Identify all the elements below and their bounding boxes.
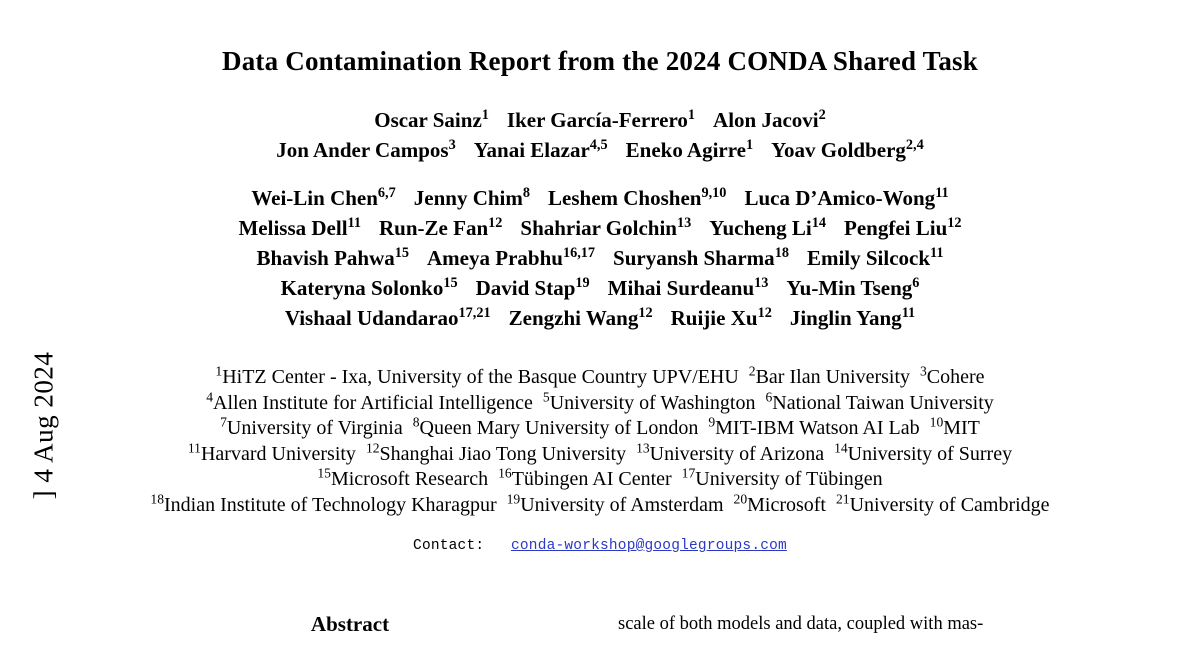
author-affiliation-marker: 11 xyxy=(901,305,916,321)
author-affiliation-marker: 6,7 xyxy=(377,185,396,201)
author-list xyxy=(0,105,1200,333)
affiliation-marker: 3 xyxy=(920,363,927,379)
affiliation-entry: $^5$University of Washington xyxy=(542,388,756,414)
affiliation-marker: 17 xyxy=(681,465,696,481)
affiliation-entry: $^3$Cohere xyxy=(920,363,985,388)
affiliation-marker: 10 xyxy=(929,414,944,430)
affiliation-entry: $^4$Allen Institute for Artificial Intelligence xyxy=(206,388,533,414)
affiliation-marker: 18 xyxy=(150,490,165,506)
author-affiliation-marker: 11 xyxy=(935,185,949,201)
author-affiliation-marker: 6 xyxy=(912,275,920,291)
author-name: Shahriar Golchin$^{13}$ xyxy=(520,215,692,240)
affiliation-marker: 7 xyxy=(220,414,227,430)
author-name: Suryansh Sharma$^{18}$ xyxy=(613,245,789,270)
contact-line xyxy=(0,538,1200,554)
author-affiliation-marker: 12 xyxy=(947,215,962,231)
affiliation-marker: 2 xyxy=(748,363,756,379)
affiliation-line xyxy=(0,490,1200,519)
author-name: Mihai Surdeanu$^{13}$ xyxy=(607,275,769,300)
affiliation-line xyxy=(0,467,1200,493)
author-line xyxy=(0,303,1200,333)
affiliation-marker: 5 xyxy=(542,388,550,404)
author-line xyxy=(0,135,1200,165)
author-name: Kateryna Solonko$^{15}$ xyxy=(280,275,458,300)
affiliation-marker: 16 xyxy=(498,465,512,481)
affiliation-entry: $^{20}$Microsoft xyxy=(733,490,826,516)
author-affiliation-marker: 13 xyxy=(754,275,769,291)
author-affiliation-marker: 16,17 xyxy=(562,245,596,261)
affiliation-entry: $^{14}$University of Surrey xyxy=(834,439,1013,465)
author-affiliation-marker: 15 xyxy=(394,245,410,261)
affiliation-entry: $^{10}$MIT xyxy=(929,414,980,439)
affiliation-entry: $^{13}$University of Arizona xyxy=(636,439,825,465)
affiliation-line xyxy=(0,365,1200,391)
affiliation-entry: $^{11}$Harvard University xyxy=(187,439,356,465)
author-name: Luca D’Amico-Wong$^{11}$ xyxy=(744,185,949,210)
author-name: Emily Silcock$^{11}$ xyxy=(806,245,944,270)
author-affiliation-marker: 13 xyxy=(676,215,692,231)
affiliation-marker: 11 xyxy=(187,439,201,455)
affiliation-marker: 13 xyxy=(636,439,650,455)
abstract-heading: Abstract xyxy=(310,612,390,636)
affiliation-line xyxy=(0,416,1200,442)
author-affiliation-marker: 15 xyxy=(443,275,458,291)
author-name: David Stap$^{19}$ xyxy=(475,275,590,300)
affiliation-line xyxy=(0,439,1200,468)
affiliation-entry: $^{15}$Microsoft Research xyxy=(317,465,489,490)
right-column-line-1: scale of both models and data, coupled with mas- xyxy=(618,614,984,634)
author-affiliation-marker: 1 xyxy=(481,107,489,123)
contact-label: Contact: xyxy=(413,538,485,554)
author-line xyxy=(0,105,1200,135)
author-name: Yu-Min Tseng$^6$ xyxy=(786,275,920,300)
page-title: Data Contamination Report from the 2024 CONDA Shared Task xyxy=(222,46,978,76)
author-affiliation-marker: 17,21 xyxy=(458,305,491,321)
affiliation-entry: $^1$HiTZ Center - Ixa, University of the Basque Country UPV/EHU xyxy=(215,363,739,388)
contact-email-link[interactable]: conda-workshop@googlegroups.com xyxy=(510,538,787,554)
author-name: Jenny Chim$^8$ xyxy=(413,185,531,210)
author-affiliation-marker: 11 xyxy=(930,245,944,261)
author-affiliation-marker: 1 xyxy=(746,137,754,153)
author-line xyxy=(0,273,1200,303)
author-block-gap xyxy=(0,165,1200,183)
affiliation-marker: 9 xyxy=(708,414,716,430)
author-name: Jinglin Yang$^{11}$ xyxy=(789,305,916,330)
author-name: Yanai Elazar$^{4,5}$ xyxy=(473,137,608,162)
author-affiliation-marker: 8 xyxy=(522,185,531,201)
author-name: Pengfei Liu$^{12}$ xyxy=(844,215,962,240)
affiliation-marker: 14 xyxy=(834,439,848,455)
affiliation-entry: $^{12}$Shanghai Jiao Tong University xyxy=(365,439,627,465)
author-name: Ruijie Xu$^{12}$ xyxy=(670,305,772,330)
affiliation-marker: 19 xyxy=(506,490,521,506)
author-name: Yoav Goldberg$^{2,4}$ xyxy=(771,137,924,162)
affiliation-marker: 1 xyxy=(215,363,223,379)
affiliation-entry: $^{18}$Indian Institute of Technology Kharagpur xyxy=(150,490,497,516)
author-affiliation-marker: 12 xyxy=(757,305,772,321)
affiliation-marker: 6 xyxy=(765,388,773,404)
affiliation-entry: $^{17}$University of Tübingen xyxy=(681,465,883,490)
author-name: Alon Jacovi$^2$ xyxy=(713,107,826,132)
author-name: Zengzhi Wang$^{12}$ xyxy=(508,305,653,330)
author-affiliation-marker: 14 xyxy=(811,215,827,231)
author-name: Eneko Agirre$^1$ xyxy=(625,137,754,162)
affiliation-entry: $^2$Bar Ilan University xyxy=(748,363,910,388)
author-name: Ameya Prabhu$^{16,17}$ xyxy=(427,245,596,270)
author-affiliation-marker: 9,10 xyxy=(701,185,727,201)
affiliation-marker: 12 xyxy=(365,439,380,455)
author-name: Run-Ze Fan$^{12}$ xyxy=(379,215,503,240)
affiliation-list xyxy=(0,365,1200,518)
affiliation-marker: 8 xyxy=(412,414,420,430)
author-name: Wei-Lin Chen$^{6,7}$ xyxy=(251,185,396,210)
affiliation-entry: $^{19}$University of Amsterdam xyxy=(506,490,724,516)
author-affiliation-marker: 18 xyxy=(774,245,789,261)
author-name: Oscar Sainz$^1$ xyxy=(374,107,489,132)
affiliation-entry: $^6$National Taiwan University xyxy=(765,388,994,414)
author-name: Jon Ander Campos$^3$ xyxy=(276,137,456,162)
author-line xyxy=(0,213,1200,243)
affiliation-marker: 21 xyxy=(836,490,850,506)
affiliation-marker: 20 xyxy=(733,490,748,506)
author-affiliation-marker: 2,4 xyxy=(905,137,924,153)
author-affiliation-marker: 19 xyxy=(575,275,590,291)
author-name: Leshem Choshen$^{9,10}$ xyxy=(548,185,727,210)
author-affiliation-marker: 2 xyxy=(818,107,826,123)
affiliation-entry: $^{16}$Tübingen AI Center xyxy=(498,465,672,490)
affiliation-entry: $^9$MIT-IBM Watson AI Lab xyxy=(708,414,920,439)
affiliation-marker: 4 xyxy=(206,388,213,404)
affiliation-entry: $^{21}$University of Cambridge xyxy=(836,490,1050,516)
author-name: Vishaal Udandarao$^{17,21}$ xyxy=(284,305,491,330)
affiliation-entry: $^8$Queen Mary University of London xyxy=(412,414,699,439)
affiliation-entry: $^7$University of Virginia xyxy=(220,414,403,439)
affiliation-marker: 15 xyxy=(317,465,331,481)
arxiv-date-stamp: ] 4 Aug 2024 xyxy=(28,351,59,500)
author-line xyxy=(0,183,1200,213)
author-affiliation-marker: 3 xyxy=(448,137,456,153)
author-name: Iker García-Ferrero$^1$ xyxy=(506,107,696,132)
author-affiliation-marker: 12 xyxy=(638,305,653,321)
author-affiliation-marker: 1 xyxy=(687,107,696,123)
author-affiliation-marker: 11 xyxy=(347,215,362,231)
affiliation-line xyxy=(0,388,1200,417)
right-column-text xyxy=(618,612,1070,636)
author-affiliation-marker: 4,5 xyxy=(589,137,608,153)
author-name: Yucheng Li$^{14}$ xyxy=(709,215,827,240)
author-line xyxy=(0,243,1200,273)
author-name: Bhavish Pahwa$^{15}$ xyxy=(256,245,410,270)
author-affiliation-marker: 12 xyxy=(488,215,503,231)
author-name: Melissa Dell$^{11}$ xyxy=(238,215,362,240)
